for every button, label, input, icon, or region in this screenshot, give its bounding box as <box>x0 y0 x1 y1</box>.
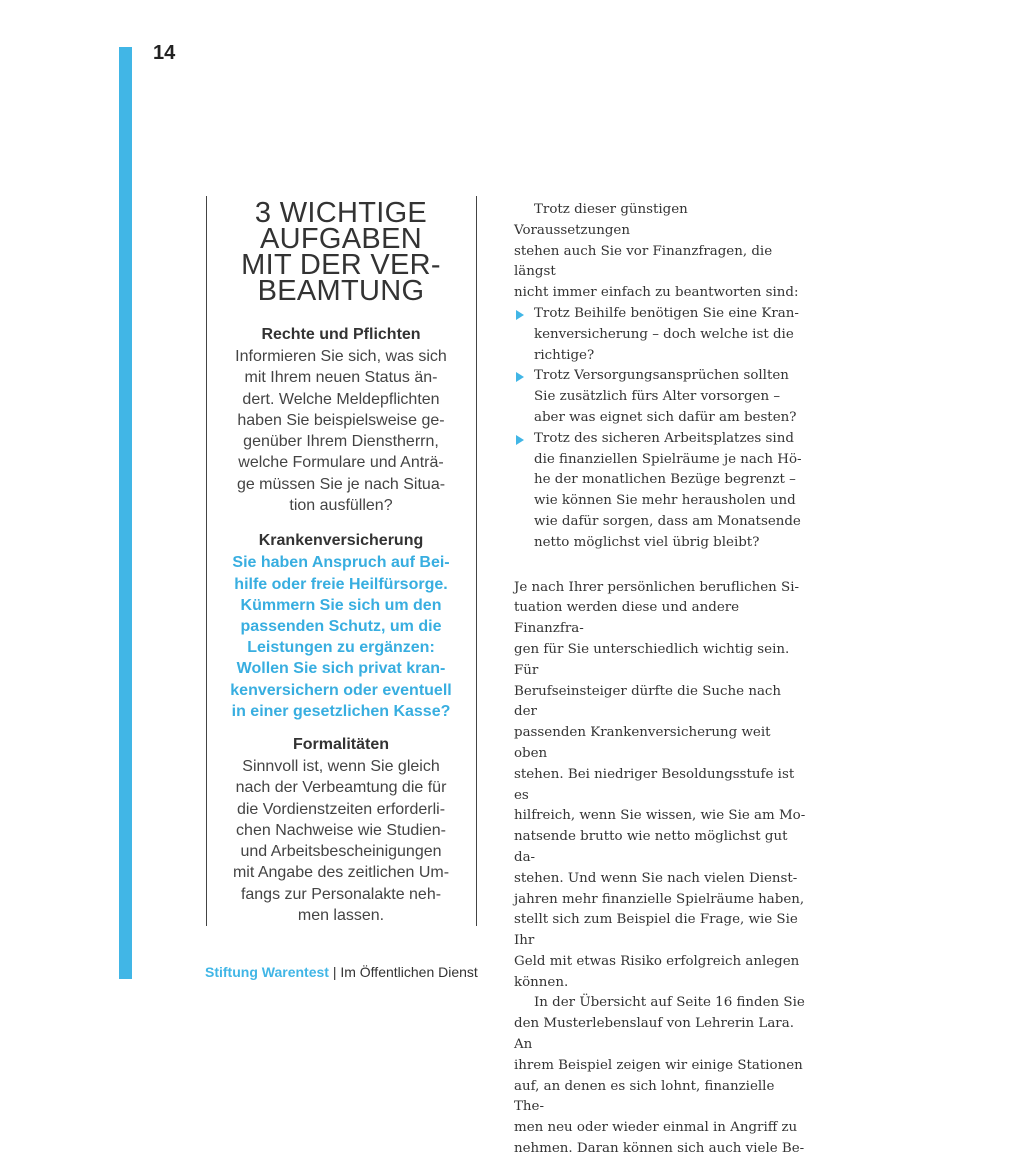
page-footer <box>205 964 478 980</box>
list-item: Trotz Versorgungsansprüchen sollten Sie zusätzlich fürs Alter vorsorgen – aber was eignet sich dafür am besten? <box>514 366 806 428</box>
list-item: Trotz des sicheren Arbeitsplatzes sind die finanziellen Spielräume je nach Hö- he der monatlichen Bezüge begrenzt – wie können Sie mehr herausholen und wie dafür sorgen, dass am Monatsende netto möglichst viel übrig bleibt? <box>514 429 806 554</box>
section-text-formalitaeten: Sinnvoll ist, wenn Sie gleich nach der Verbeamtung die für die Vordienstzeiten erforderli- chen Nachweise wie Studien- und Arbeitsbescheinigungen mit Angabe des zeitlichen Um- fangs zur Personalakte neh- men lassen. <box>232 758 450 925</box>
info-box <box>210 197 472 926</box>
page-number: 14 <box>153 42 176 64</box>
accent-bar <box>119 47 132 979</box>
intro-paragraph: Trotz dieser günstigen Voraussetzungen stehen auch Sie vor Finanzfragen, die längst nicht immer einfach zu beantworten sind: <box>514 202 799 301</box>
section-heading-kranken: Krankenversicherung <box>258 532 424 550</box>
body-paragraph: Je nach Ihrer persönlichen beruflichen Si- tuation werden diese und andere Finanzfra- gen für Sie unterschiedlich wichtig sein. Für Berufseinsteiger dürfte die Suche nach der passenden Krankenversicherung weit oben stehen. Bei niedriger Besoldungsstufe ist es hilfreich, wenn Sie wissen, wie Sie am Mo- natsende brutto wie netto möglichst gut da- stehen. Und wenn Sie nach vielen Dienst- jahren mehr finanzielle Spielräume haben, stellt sich zum Beispiel die Frage, wie Sie Ihr Geld mit etwas Risiko erfolgreich anlegen können. <box>514 579 806 990</box>
list-item: Trotz Beihilfe benötigen Sie eine Kran- kenversicherung – doch welche ist die richtige? <box>514 304 806 366</box>
section-heading-rechte: Rechte und Pflichten <box>261 326 421 343</box>
triangle-bullet-icon <box>516 310 524 320</box>
footer-brand: Stiftung Warentest <box>205 964 329 980</box>
triangle-bullet-icon <box>516 435 524 445</box>
section-text-kranken: Sie haben Anspruch auf Bei- hilfe oder freie Heilfürsorge. Kümmern Sie sich um den passenden Schutz, um die Leistungen zu ergänzen: Wollen Sie sich privat kran- kenversichern oder eventuell in einer gesetzlichen Kasse? <box>230 554 452 720</box>
triangle-bullet-icon <box>516 372 524 382</box>
question-list <box>514 304 806 554</box>
sidebar-left-rule <box>206 196 207 926</box>
section-heading-formalitaeten: Formalitäten <box>292 736 389 753</box>
body-paragraph: In der Übersicht auf Seite 16 finden Sie den Musterlebenslauf von Lehrerin Lara. An ihrem Beispiel zeigen wir einige Stationen auf, an denen es sich lohnt, finanzielle The- men neu oder wieder einmal in Angriff zu nehmen. Daran können sich auch viele Be- <box>514 995 805 1157</box>
footer-title: Im Öffentlichen Dienst <box>340 964 478 980</box>
sidebar-right-rule <box>476 196 477 926</box>
info-box-title: 3 WICHTIGE AUFGABEN MIT DER VER- BEAMTUNG <box>241 197 441 307</box>
footer-separator: | <box>332 964 337 980</box>
main-column <box>514 200 806 1160</box>
section-text-rechte: Informieren Sie sich, was sich mit Ihrem neuen Status än- dert. Welche Meldepflichten haben Sie beispielsweise ge- genüber Ihrem Dienstherrn, welche Formulare und Anträ- ge müssen Sie je nach Situa- tion ausfüllen? <box>235 348 447 515</box>
